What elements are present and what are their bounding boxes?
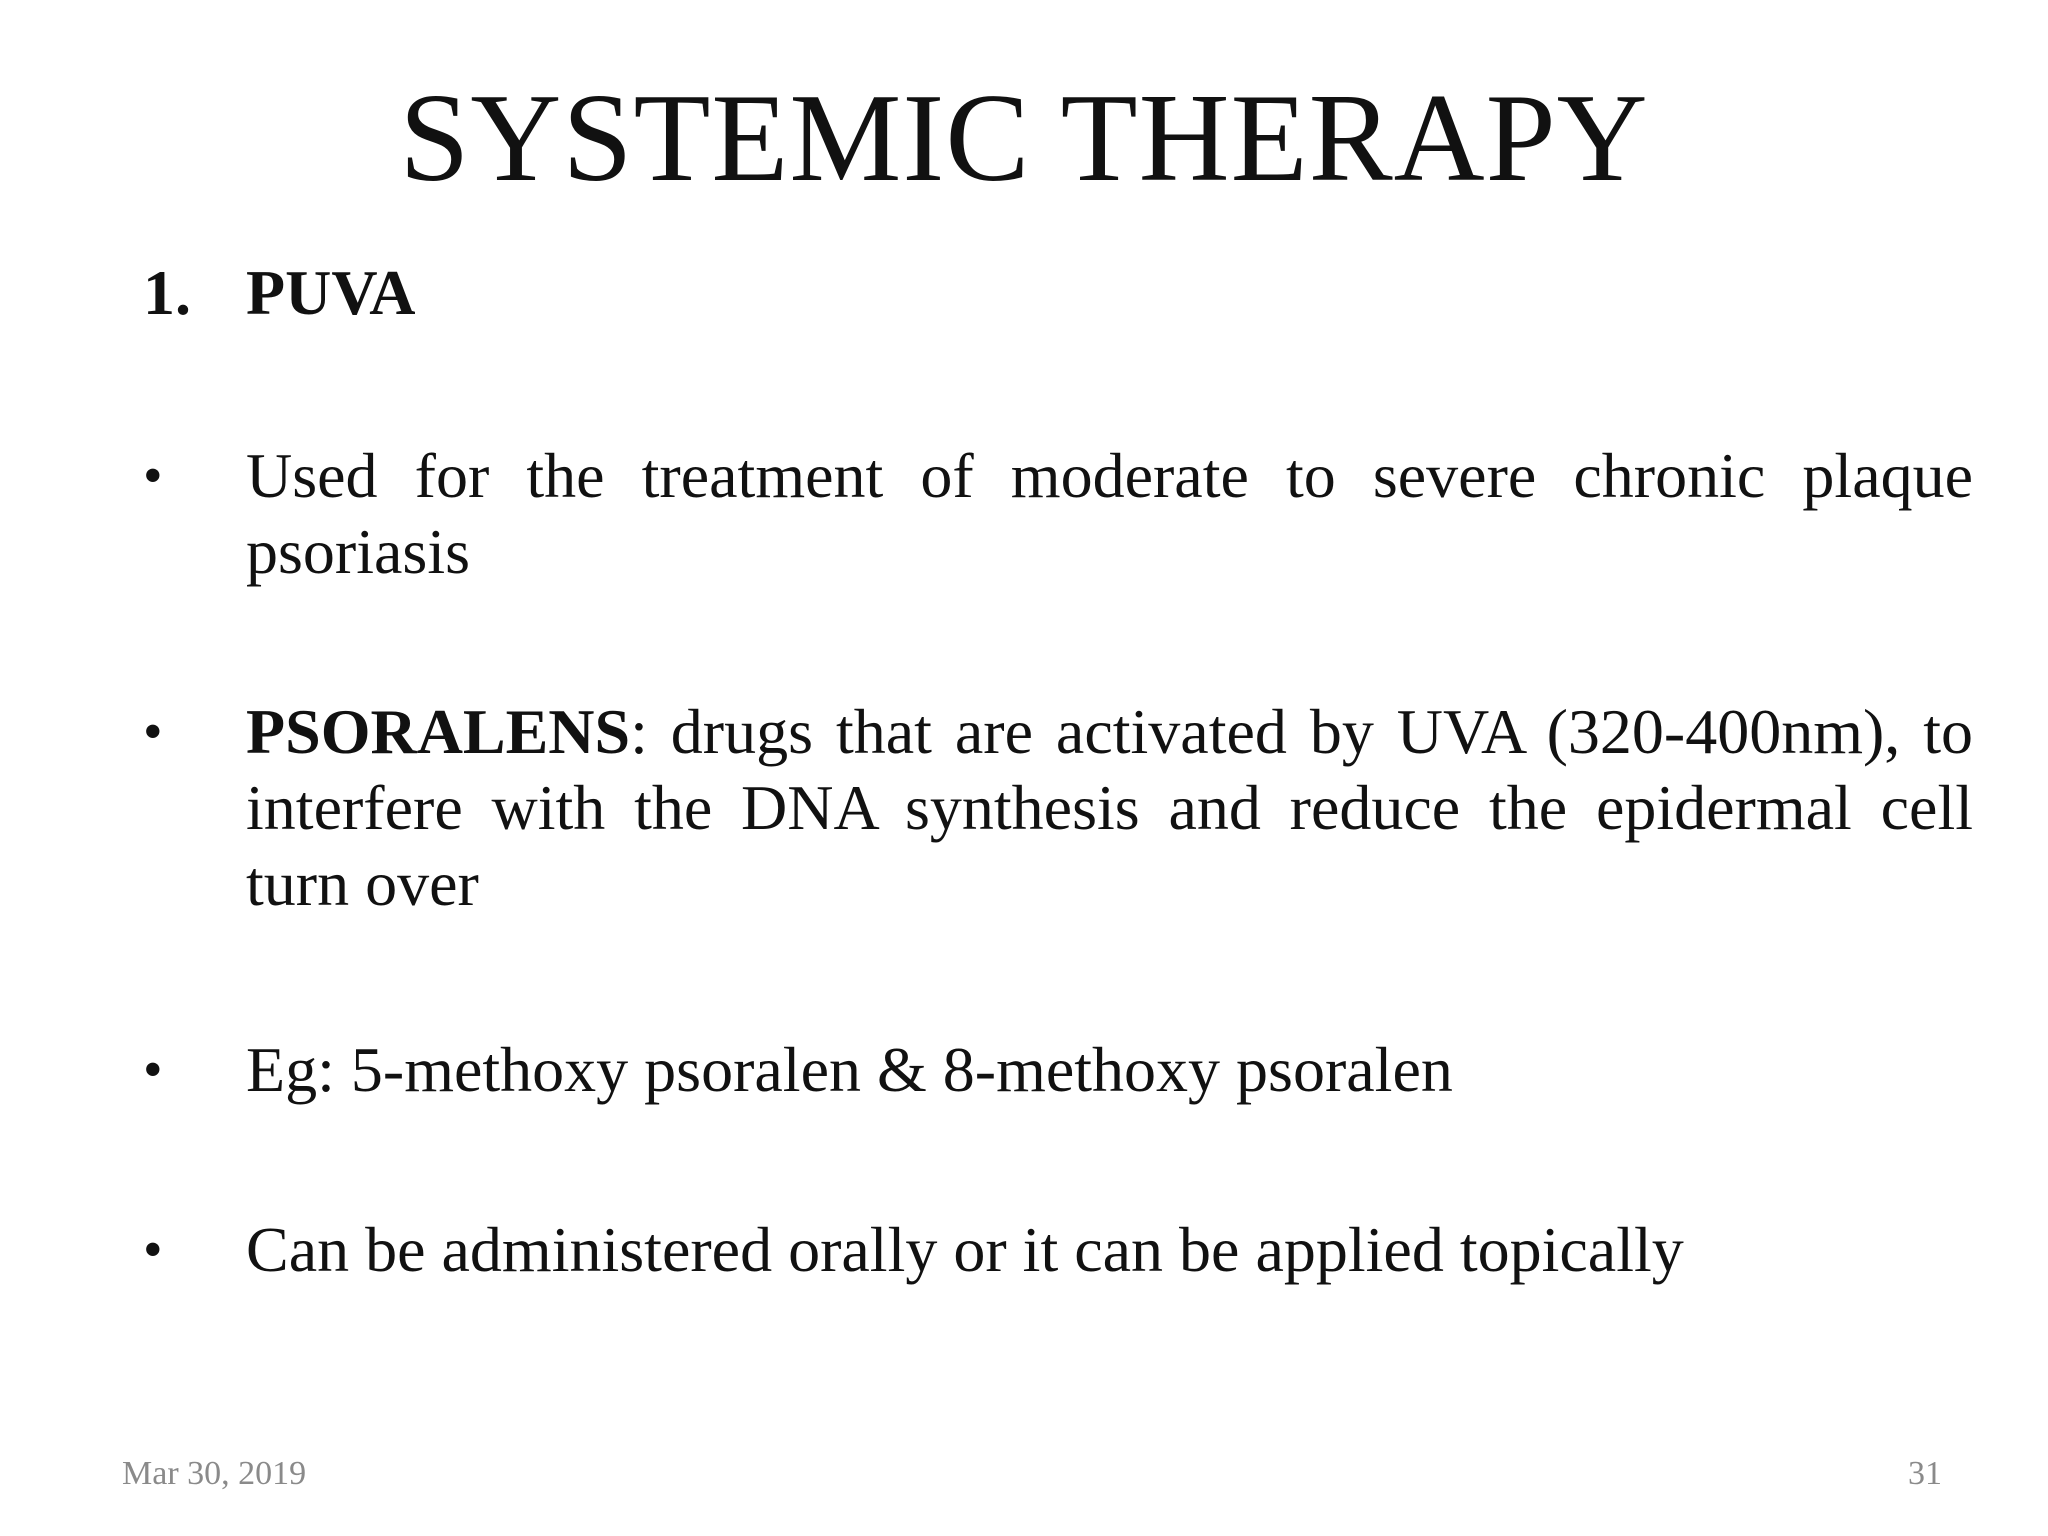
heading-text: PUVA: [246, 257, 416, 328]
bullet-item: [143, 1212, 1973, 1288]
bullet-text: Used for the treatment of moderate to severe chronic plaque psoriasis: [246, 440, 1973, 587]
section-heading: [143, 255, 416, 332]
bullet-item: [143, 694, 1973, 922]
heading-number: 1.: [143, 257, 191, 328]
bullet-item: [143, 438, 1973, 590]
slide-title: SYSTEMIC THERAPY: [399, 69, 1649, 208]
bullet-item: [143, 1032, 1973, 1108]
bullet-text: Eg: 5-methoxy psoralen & 8-methoxy psoralen: [246, 1034, 1453, 1105]
bullet-text: Can be administered orally or it can be applied topically: [246, 1214, 1684, 1285]
bullet-icon: •: [143, 1039, 163, 1101]
bullet-bold-lead: PSORALENS: [246, 696, 631, 767]
footer-date: Mar 30, 2019: [122, 1455, 307, 1492]
bullet-text-rest: : drugs that are activated by UVA (320-400nm), to interfere with the DNA synthesis and reduce the epidermal cell turn over: [246, 696, 1973, 919]
bullet-icon: •: [143, 701, 163, 763]
bullet-icon: •: [143, 1219, 163, 1281]
page-number: 31: [1908, 1455, 1942, 1492]
bullet-icon: •: [143, 445, 163, 507]
bullet-text: [246, 694, 1973, 922]
